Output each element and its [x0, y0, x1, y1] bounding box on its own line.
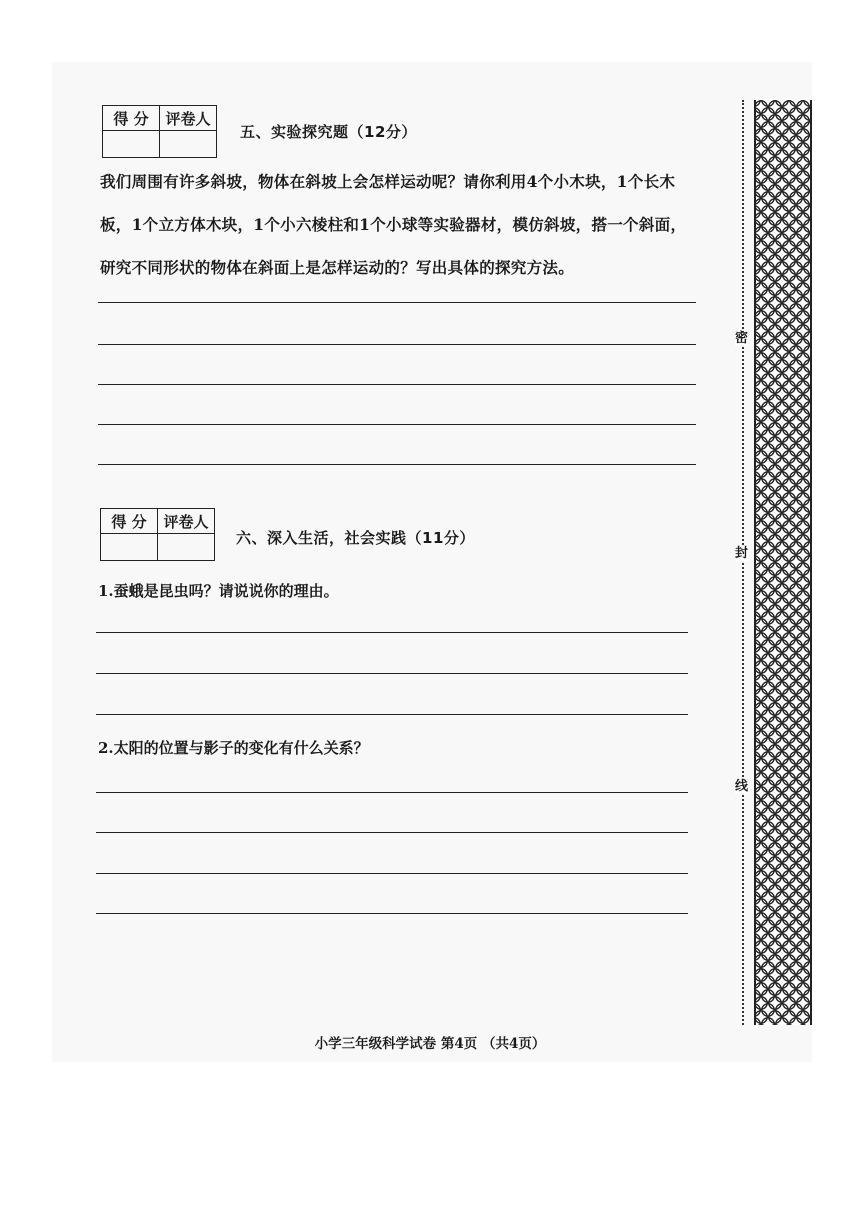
section5-paragraph: 我们周围有许多斜坡，物体在斜坡上会怎样运动呢？请你利用4个小木块，1个长木板，1个立方体木块，1个小六棱柱和1个小球等实验器材，模仿斜坡，搭一个斜面，研究不同形状的物体在斜面上是怎样运动的？写出具体的探究方法。	[100, 172, 687, 277]
answer-line[interactable]	[96, 913, 688, 914]
answer-line[interactable]	[96, 632, 688, 633]
seal-char-xian: 线	[735, 779, 749, 794]
answer-line[interactable]	[96, 832, 688, 833]
grader-cell[interactable]	[160, 131, 217, 158]
score-table-section6	[100, 508, 215, 561]
seal-dotted-line	[742, 100, 744, 1025]
answer-line[interactable]	[96, 792, 688, 793]
answer-line[interactable]	[98, 344, 696, 345]
score-cell[interactable]	[101, 534, 158, 561]
score-table-section5	[102, 105, 217, 158]
binding-pattern	[754, 100, 812, 1025]
score-header: 得 分	[103, 106, 160, 131]
answer-line[interactable]	[96, 714, 688, 715]
section5-title: 五、实验探究题（12分）	[240, 123, 417, 141]
section6-title: 六、深入生活，社会实践（11分）	[236, 529, 475, 547]
seal-char-feng: 封	[735, 546, 749, 561]
answer-line[interactable]	[96, 673, 688, 674]
page-footer: 小学三年级科学试卷 第4页 （共4页）	[314, 1036, 546, 1052]
score-header: 得 分	[101, 509, 158, 534]
answer-line[interactable]	[96, 873, 688, 874]
question-2: 2.太阳的位置与影子的变化有什么关系？	[98, 739, 369, 757]
grader-cell[interactable]	[158, 534, 215, 561]
answer-line[interactable]	[98, 424, 696, 425]
score-cell[interactable]	[103, 131, 160, 158]
question-1: 1.蚕蛾是昆虫吗？请说说你的理由。	[98, 582, 339, 600]
grader-header: 评卷人	[160, 106, 217, 131]
answer-line[interactable]	[98, 384, 696, 385]
grader-header: 评卷人	[158, 509, 215, 534]
seal-char-mi: 密	[735, 331, 749, 346]
binding-margin	[732, 100, 812, 1025]
answer-line[interactable]	[98, 464, 696, 465]
answer-line[interactable]	[98, 302, 696, 303]
